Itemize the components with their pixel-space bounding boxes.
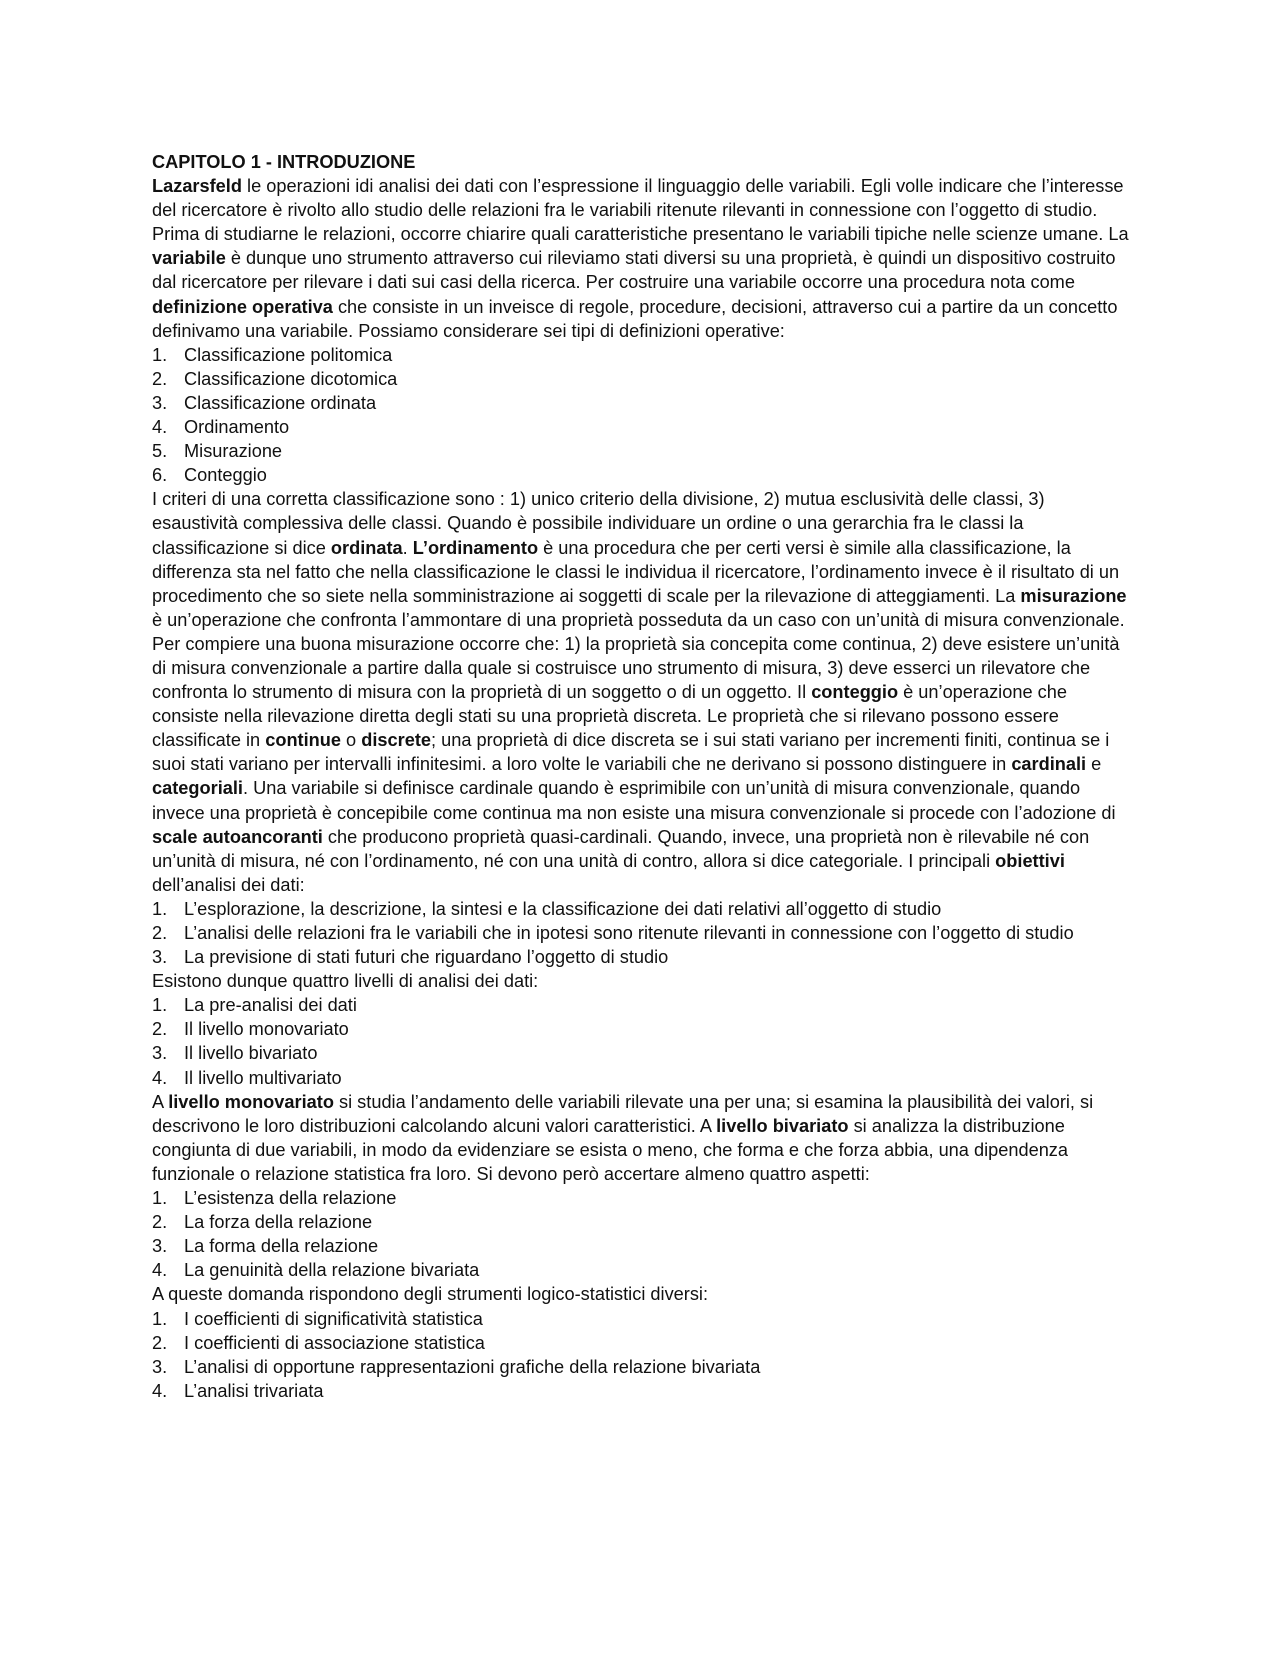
list-number: 1. [152,995,168,1016]
list-number: 2. [152,1212,168,1233]
list-text: I coefficienti di associazione statistica [184,1332,485,1353]
text-run: si studia l’andamento delle variabili rilevate una per una; si esamina la plausibilità dei valori, si descrivono le loro distribuzioni calcolando alcuni valori caratteristici. A [152,1091,1094,1136]
text-run: è una procedura che per certi versi è simile alla classificazione, la differenza sta nel fatto che nella classificazione le classi le individua il ricercatore, l’ordinamento invece è il risultato di un procedimento che so siete nella somministrazione ai soggetti di scale per la rilevazione di atteggiamenti. La [152,537,1120,606]
text-run: è un’operazione che consiste nella rilevazione diretta degli stati su una proprietà discreta. Le proprietà che si rilevano possono essere classificate in [152,682,1067,751]
list-text: Misurazione [184,441,283,462]
bold-term: Lazarsfeld [152,176,242,197]
list-text: La forza della relazione [184,1212,373,1233]
list-text: La previsione di stati futuri che riguardano l’oggetto di studio [184,947,669,968]
list-item [152,1307,1132,1331]
list-tools [152,1307,1132,1403]
bold-term: L’ordinamento [412,537,539,558]
text-run: A [152,1091,169,1112]
list-text: I coefficienti di significatività statistica [184,1308,483,1329]
list-item [152,1041,1132,1065]
paragraph-levels [152,1090,1132,1186]
list-operative-definitions [152,343,1132,488]
list-item [152,897,1132,921]
chapter-title: CAPITOLO 1 - INTRODUZIONE [152,152,416,172]
list-number: 6. [152,465,168,486]
list-number: 1. [152,344,168,365]
bold-term: variabile [152,248,226,269]
text-run: dell’analisi dei dati: [152,874,305,895]
list-text: L’esistenza della relazione [184,1188,397,1209]
list-item [152,1379,1132,1403]
bold-term: discrete [361,730,431,751]
list-number: 1. [152,1188,168,1209]
text-run: o [341,730,362,751]
text-run: I criteri di una corretta classificazione sono : 1) unico criterio della divisione, 2) mutua esclusività delle classi, 3) esaustività complessiva delle classi. Quando è possibile individuare un ordine o una gerarchia fra le classi la classificazione si dice [152,489,1045,558]
text-run: . [402,537,413,558]
list-number: 4. [152,1380,168,1401]
list-number: 3. [152,1356,168,1377]
list-text: Classificazione politomica [184,344,393,365]
list-analysis-levels [152,993,1132,1089]
text-run: e [1086,754,1102,775]
list-text: L’esplorazione, la descrizione, la sintesi e la classificazione dei dati relativi all’oggetto di studio [184,898,942,919]
list-number: 2. [152,923,168,943]
list-number: 4. [152,1260,168,1281]
bold-term: conteggio [811,682,899,703]
list-item [152,367,1132,391]
text-run: Esistono dunque quattro livelli di analisi dei dati: [152,971,539,992]
list-text: La forma della relazione [184,1236,379,1257]
list-item [152,993,1132,1017]
bold-term: categoriali [152,778,243,799]
list-item [152,921,1132,945]
list-number: 2. [152,1019,168,1040]
list-item [152,945,1132,969]
text-run: si analizza la distribuzione congiunta di due variabili, in modo da evidenziare se esista o meno, che forma e che forza abbia, una dipendenza funzionale o relazione statistica fra loro. Si devono però accertare almeno quattro aspetti: [152,1115,1069,1184]
list-number: 3. [152,392,168,413]
bold-term: livello bivariato [716,1115,849,1136]
list-text: L’analisi delle relazioni fra le variabili che in ipotesi sono ritenute rilevanti in connessione con l’oggetto di studio [184,923,1074,943]
list-text: Conteggio [184,465,267,486]
list-item [152,1210,1132,1234]
list-item [152,1355,1132,1379]
list-text: Il livello bivariato [184,1043,318,1064]
bold-term: cardinali [1011,754,1087,775]
text-run: che consiste in un inveisce di regole, procedure, decisioni, attraverso cui a partire da un concetto definivamo una variabile. Possiamo considerare sei tipi di definizioni operative: [152,296,1118,341]
bold-term: definizione operativa [152,296,333,317]
list-item [152,1066,1132,1090]
list-item [152,1234,1132,1258]
list-item [152,1258,1132,1282]
list-item [152,439,1132,463]
paragraph-classification [152,487,1132,897]
paragraph-levels-intro [152,969,1132,993]
document-page [152,150,1132,1403]
paragraph-intro [152,174,1132,343]
list-item [152,1331,1132,1355]
list-number: 5. [152,441,168,462]
list-number: 3. [152,1236,168,1257]
list-text: Il livello multivariato [184,1067,342,1088]
list-item [152,463,1132,487]
list-item [152,391,1132,415]
list-number: 3. [152,947,168,968]
list-text: Classificazione dicotomica [184,368,398,389]
list-text: Classificazione ordinata [184,392,377,413]
text-run: le operazioni idi analisi dei dati con l’espressione il linguaggio delle variabili. Egli volle indicare che l’interesse del ricercatore è rivolto allo studio delle relazioni fra le variabili ritenute rilevanti in connessione con l’oggetto di studio. Prima di studiarne le relazioni, occorre chiarire quali caratteristiche presentano le variabili tipiche nelle scienze umane. La [152,176,1129,245]
list-objectives [152,897,1132,969]
list-text: Ordinamento [184,417,290,438]
list-number: 4. [152,417,168,438]
bold-term: scale autoancoranti [152,826,323,847]
list-item [152,343,1132,367]
list-text: La genuinità della relazione bivariata [184,1260,480,1281]
text-run: . Una variabile si definisce cardinale quando è esprimibile con un’unità di misura convenzionale, quando invece una proprietà è concepibile come continua ma non esiste una misura convenzionale si procede con l’adozione di [152,778,1116,823]
bold-term: ordinata [330,537,403,558]
paragraph-tools-intro [152,1282,1132,1306]
text-run: che producono proprietà quasi-cardinali. Quando, invece, una proprietà non è rilevabile né con un’unità di misura, né con l’ordinamento, né con una unità di contro, allora si dice categoriale. I principali [152,826,1090,871]
list-text: La pre-analisi dei dati [184,995,357,1016]
list-number: 1. [152,1308,168,1329]
text-run: è un’operazione che confronta l’ammontare di una proprietà posseduta da un caso con un’unità di misura convenzionale. Per compiere una buona misurazione occorre che: 1) la proprietà sia concepita come continua, 2) deve esistere un’unità di misura convenzionale a partire dalla quale si costruisce uno strumento di misura, 3) deve esserci un rilevatore che confronta lo strumento di misura con la proprietà di un soggetto o di un oggetto. Il [152,609,1125,703]
bold-term: livello monovariato [168,1091,334,1112]
list-number: 3. [152,1043,168,1064]
bold-term: obiettivi [995,850,1065,871]
text-run: A queste domanda rispondono degli strumenti logico-statistici diversi: [152,1284,709,1305]
list-number: 2. [152,368,168,389]
text-run: ; una proprietà di dice discreta se i sui stati variano per incrementi finiti, continua se i suoi stati variano per intervalli infinitesimi. a loro volte le variabili che ne derivano si possono distinguere in [152,730,1110,775]
list-text: L’analisi di opportune rappresentazioni grafiche della relazione bivariata [184,1356,761,1377]
list-text: L’analisi trivariata [184,1380,324,1401]
list-item [152,1186,1132,1210]
list-item [152,1017,1132,1041]
bold-term: misurazione [1020,585,1127,606]
list-number: 1. [152,898,168,919]
bold-term: continue [265,730,341,751]
list-aspects [152,1186,1132,1282]
list-number: 4. [152,1067,168,1088]
text-run: è dunque uno strumento attraverso cui rileviamo stati diversi su una proprietà, è quindi un dispositivo costruito dal ricercatore per rilevare i dati sui casi della ricerca. Per costruire una variabile occorre una procedura nota come [152,248,1116,293]
list-item [152,415,1132,439]
list-number: 2. [152,1332,168,1353]
list-text: Il livello monovariato [184,1019,349,1040]
